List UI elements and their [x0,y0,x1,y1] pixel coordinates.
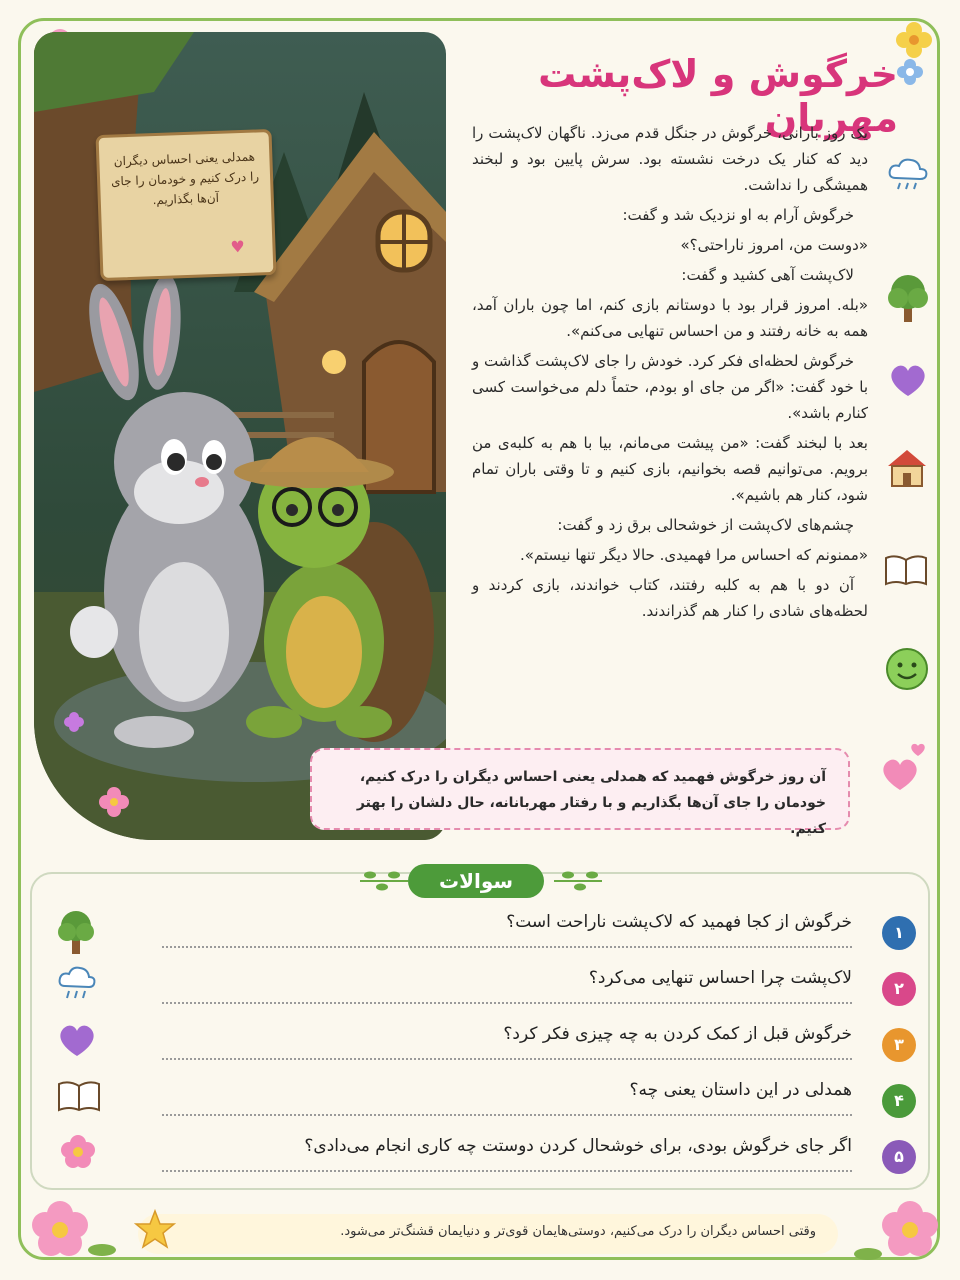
corner-flower-icon [10,1180,120,1280]
moral-box [310,748,850,837]
smile-icon [884,646,930,692]
story-paragraph: خرگوش لحظه‌ای فکر کرد. خودش را جای لاک‌پشت گذاشت و با خود گفت: «اگر من جای او بودم، حتماً دلم می‌خواست کسی کنارم باشد». [472,352,868,422]
vine-icon [356,868,412,894]
sign-board [96,129,277,281]
answer-line[interactable] [162,1002,852,1004]
star-icon [134,1208,176,1250]
story-text [472,120,868,628]
question-row [56,906,916,960]
story-paragraph: «بله. امروز قرار بود با دوستانم بازی کنم، اما چون باران آمد، همه به خانه رفتند و من احساس تنهایی می‌کنم». [472,296,868,340]
question-number: ۲ [882,972,916,1006]
story-paragraph: چشم‌های لاک‌پشت از خوشحالی برق زد و گفت: [557,516,854,534]
story-paragraph: «دوست من، امروز ناراحتی؟» [680,236,868,254]
answer-line[interactable] [162,946,852,948]
story-paragraph: آن دو با هم به کلبه رفتند، کتاب خواندند، بازی کردند و لحظه‌های شادی را کنار هم گذراندند. [472,576,868,620]
story-paragraph: خرگوش آرام به او نزدیک شد و گفت: [622,206,854,224]
question-number: ۳ [882,1028,916,1062]
book-icon [882,552,930,588]
story-paragraph: لاک‌پشت آهی کشید و گفت: [681,266,854,284]
rain-cloud-icon [56,964,98,1004]
question-text: خرگوش قبل از کمک کردن به چه چیزی فکر کرد؟ [503,1024,852,1044]
answer-line[interactable] [162,1170,852,1172]
story-paragraph: یک روز بارانی، خرگوش در جنگل قدم می‌زد. ناگهان لاک‌پشت را دید که کنار یک درخت نشسته بود. سرش پایین بود و لبخند همیشگی را نداشت. [472,124,868,194]
question-text: لاک‌پشت چرا احساس تنهایی می‌کرد؟ [588,968,852,988]
hearts-icon [880,740,930,796]
question-text: همدلی در این داستان یعنی چه؟ [629,1080,852,1100]
question-row [56,962,916,1016]
answer-line[interactable] [162,1058,852,1060]
sign-text: همدلی یعنی احساس دیگران را درک کنیم و خودمان را جای آن‌ها بگذاریم. [110,149,260,208]
book-icon [56,1076,102,1116]
heart-icon [886,360,930,400]
question-number: ۵ [882,1140,916,1174]
question-number: ۴ [882,1084,916,1118]
moral-text: آن روز خرگوش فهمید که همدلی یعنی احساس دیگران را درک کنیم، خودمان را جای آن‌ها بگذاریم و با رفتار مهربانانه، حال دلشان را بهتر کنیم. [356,769,826,837]
heart-icon: ♥ [230,236,246,257]
question-number: ۱ [882,916,916,950]
question-text: اگر جای خرگوش بودی، برای خوشحال کردن دوستت چه کاری انجام می‌دادی؟ [304,1136,852,1156]
question-row [56,1130,916,1184]
story-illustration [34,32,446,840]
story-paragraph: «ممنونم که احساس مرا فهمیدی. حالا دیگر تنها نیستم». [519,546,868,564]
flower-icon [56,1132,100,1176]
page-title: خرگوش و لاک‌پشت مهربان [538,52,898,140]
vine-icon [550,868,606,894]
footer-text: وقتی احساس دیگران را درک می‌کنیم، دوستی‌هایمان قوی‌تر و دنیایمان قشنگ‌تر می‌شود. [340,1224,816,1239]
question-row [56,1018,916,1072]
rain-cloud-icon [886,156,930,192]
story-paragraph: بعد با لبخند گفت: «من پیشت می‌مانم، بیا با هم به کلبه‌ی من برویم. می‌توانیم قصه بخوانیم، بازی کنیم و تا وقتی باران تمام شود، کنار هم باشیم». [472,434,868,504]
questions-title: سوالات [408,864,544,898]
house-icon [884,446,930,490]
heart-icon [56,1020,98,1060]
corner-flower-icon [850,1180,960,1280]
tree-icon [886,272,930,326]
footer-note [138,1214,838,1254]
question-row [56,1074,916,1128]
tree-icon [56,908,96,956]
questions-header [356,858,606,904]
answer-line[interactable] [162,1114,852,1116]
question-text: خرگوش از کجا فهمید که لاک‌پشت ناراحت است؟ [506,912,852,932]
